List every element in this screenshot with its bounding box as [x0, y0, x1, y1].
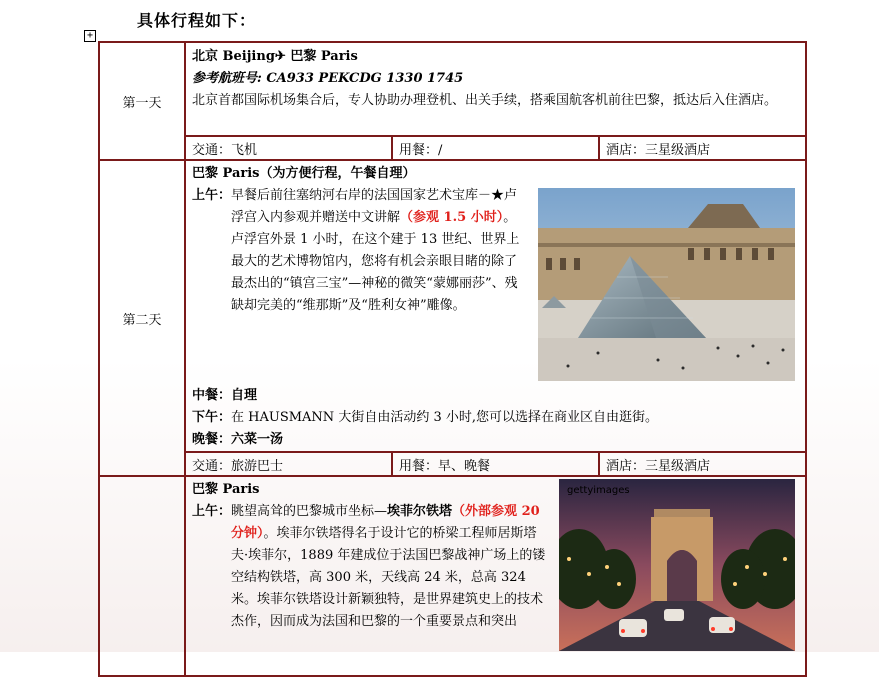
- day-cell: 第二天: [99, 160, 185, 476]
- meals-cell: 用餐：早、晚餐: [392, 452, 599, 476]
- visit-duration: （参观 1.5 小时）: [400, 210, 504, 225]
- arc-de-triomphe-photo: [559, 479, 795, 651]
- day-content-cell: [185, 476, 806, 676]
- page-heading: 具体行程如下：: [137, 11, 257, 30]
- lunch-label: 中餐：: [192, 388, 232, 403]
- day-content-cell: [185, 42, 806, 136]
- dinner-line: [192, 429, 799, 451]
- morning-paragraph: [192, 185, 528, 317]
- morning-text: 眺望高耸的巴黎城市坐标—: [231, 504, 388, 519]
- day-description: 北京首都国际机场集合后，专人协助办理登机、出关手续，搭乘国航客机前往巴黎，抵达后入住酒店。: [192, 93, 778, 108]
- meals-cell: 用餐：/: [392, 136, 599, 160]
- afternoon-line: [192, 407, 799, 429]
- morning-text-cont: 。埃菲尔铁塔得名于设计它的桥梁工程师居斯塔夫·埃菲尔，1889 年建成位于法国巴黎战神广场上的镂空结构铁塔，高 300 米，天线高 24 米，总高 324 米。埃菲尔铁塔设计新颖独特，是世界建筑史上的技术杰作，因而成为法国和巴黎的一个重要景点和突出: [231, 526, 546, 629]
- dinner-value: 六菜一汤: [231, 432, 284, 447]
- lunch-value: 自理: [231, 388, 258, 403]
- day-cell: [99, 476, 185, 676]
- visit-duration: （外部参观 20 分钟）: [231, 504, 540, 541]
- table-move-handle-icon[interactable]: +: [84, 30, 96, 42]
- morning-text-cont: 。卢浮宫外景 1 小时，在这个建于 13 世纪、世界上最大的艺术博物馆内，您将有机会亲眼目睹的除了最杰出的“镇宫三宝”—神秘的微笑“蒙娜丽莎”、残缺却完美的“维那斯”及“胜利女神”雕像。: [231, 210, 520, 313]
- dinner-label: 晚餐：: [192, 432, 232, 447]
- transport-cell: 交通：飞机: [185, 136, 392, 160]
- flight-info: 参考航班号: CA933 PEKCDG 1330 1745: [192, 71, 464, 86]
- day-content-cell: [185, 160, 806, 452]
- morning-label: 上午：: [192, 504, 232, 519]
- photo-watermark: gettyimages: [567, 485, 630, 496]
- morning-label: 上午：: [192, 188, 232, 203]
- afternoon-label: 下午：: [192, 410, 232, 425]
- route-title: 北京 Beijing✈ 巴黎 Paris: [192, 49, 358, 64]
- louvre-pyramid-photo: [538, 188, 795, 381]
- transport-cell: 交通：旅游巴士: [185, 452, 392, 476]
- morning-text: 早餐后前往塞纳河右岸的法国国家艺术宝库－★卢浮宫入内参观并赠送中文讲解: [231, 188, 518, 225]
- hotel-cell: 酒店：三星级酒店: [599, 452, 806, 476]
- day-cell: 第一天: [99, 42, 185, 160]
- day-title: 巴黎 Paris: [192, 482, 260, 497]
- morning-paragraph: [192, 501, 549, 633]
- hotel-cell: 酒店：三星级酒店: [599, 136, 806, 160]
- lunch-line: [192, 385, 799, 407]
- afternoon-text: 在 HAUSMANN 大街自由活动约 3 小时,您可以选择在商业区自由逛街。: [231, 410, 658, 425]
- itinerary-table: [98, 41, 807, 677]
- eiffel-tower-name: 埃菲尔铁塔: [387, 504, 453, 519]
- day-title: 巴黎 Paris（为方便行程，午餐自理）: [192, 166, 416, 181]
